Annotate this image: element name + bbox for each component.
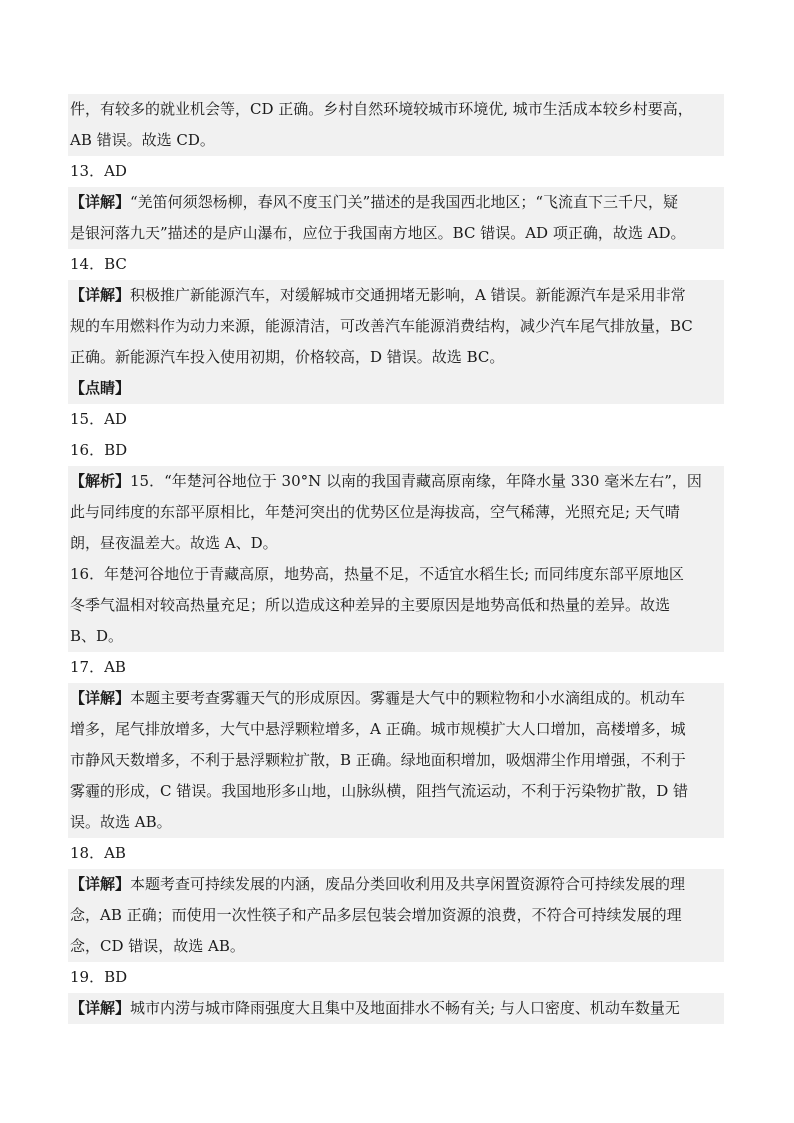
line-text: 规的车用燃料作为动力来源，能源清洁，可改善汽车能源消费结构，减少汽车尾气排放量，BC — [70, 317, 693, 335]
explanation-line — [68, 776, 724, 807]
document-page — [68, 94, 724, 1024]
answer-line — [68, 652, 724, 683]
explanation-line — [68, 745, 724, 776]
explanation-line — [68, 900, 724, 931]
explanation-line — [68, 559, 724, 590]
explanation-line — [68, 683, 724, 714]
line-text: 误。故选 AB。 — [70, 813, 172, 831]
section-tag: 【详解】 — [70, 689, 131, 707]
line-text: 本题主要考查雾霾天气的形成原因。雾霾是大气中的颗粒物和小水滴组成的。机动车 — [130, 689, 686, 707]
explanation-line — [68, 590, 724, 621]
line-text: 朗，昼夜温差大。故选 A、D。 — [70, 534, 278, 552]
explanation-line — [68, 714, 724, 745]
line-text: 积极推广新能源汽车，对缓解城市交通拥堵无影响，A 错误。新能源汽车是采用非常 — [130, 286, 686, 304]
line-text: 本题考查可持续发展的内涵，废品分类回收利用及共享闲置资源符合可持续发展的理 — [130, 875, 686, 893]
line-text: B、D。 — [70, 627, 124, 645]
line-text: 13．AD — [70, 162, 127, 180]
explanation-line — [68, 94, 724, 125]
line-text: 18．AB — [70, 844, 126, 862]
section-tag: 【点睛】 — [70, 379, 131, 397]
explanation-line — [68, 342, 724, 373]
explanation-line — [68, 993, 724, 1024]
answer-line — [68, 404, 724, 435]
section-tag: 【解析】 — [70, 472, 131, 490]
line-text: 增多，尾气排放增多，大气中悬浮颗粒增多，A 正确。城市规模扩大人口增加，高楼增多，城 — [70, 720, 686, 738]
line-text: 念，AB 正确；而使用一次性筷子和产品多层包装会增加资源的浪费，不符合可持续发展的理 — [70, 906, 682, 924]
line-text: 冬季气温相对较高热量充足；所以造成这种差异的主要原因是地势高低和热量的差异。故选 — [70, 596, 671, 614]
line-text: 件，有较多的就业机会等，CD 正确。乡村自然环境较城市环境优, 城市生活成本较乡村要高， — [70, 100, 693, 118]
line-text: 17．AB — [70, 658, 126, 676]
line-text: 正确。新能源汽车投入使用初期，价格较高，D 错误。故选 BC。 — [70, 348, 505, 366]
section-tag: 【详解】 — [70, 999, 131, 1017]
line-text: 念，CD 错误，故选 AB。 — [70, 937, 245, 955]
line-text: 19．BD — [70, 968, 128, 986]
explanation-line — [68, 311, 724, 342]
explanation-line — [68, 466, 724, 497]
line-text: 是银河落九天”描述的是庐山瀑布，应位于我国南方地区。BC 错误。AD 项正确，故选 AD。 — [70, 224, 686, 242]
answer-line — [68, 249, 724, 280]
line-text: AB 错误。故选 CD。 — [70, 131, 215, 149]
explanation-line — [68, 497, 724, 528]
answer-line — [68, 435, 724, 466]
explanation-line — [68, 125, 724, 156]
line-text: 15．AD — [70, 410, 127, 428]
line-text: 15．“年楚河谷地位于 30°N 以南的我国青藏高原南缘，年降水量 330 毫米左右”，因 — [130, 472, 702, 490]
line-text: “羌笛何须怨杨柳，春风不度玉门关”描述的是我国西北地区；“飞流直下三千尺，疑 — [130, 193, 679, 211]
explanation-line — [68, 528, 724, 559]
line-text: 雾霾的形成，C 错误。我国地形多山地，山脉纵横，阻挡气流运动，不利于污染物扩散，D 错 — [70, 782, 689, 800]
section-tag: 【详解】 — [70, 193, 131, 211]
explanation-line — [68, 280, 724, 311]
answer-line — [68, 838, 724, 869]
line-text: 城市内涝与城市降雨强度大且集中及地面排水不畅有关; 与人口密度、机动车数量无 — [130, 999, 680, 1017]
line-text: 16．BD — [70, 441, 128, 459]
section-tag: 【详解】 — [70, 286, 131, 304]
explanation-line — [68, 869, 724, 900]
line-text: 市静风天数增多，不利于悬浮颗粒扩散，B 正确。绿地面积增加，吸烟滞尘作用增强，不利于 — [70, 751, 686, 769]
answer-line — [68, 962, 724, 993]
explanation-line — [68, 218, 724, 249]
answer-line — [68, 156, 724, 187]
explanation-line — [68, 931, 724, 962]
line-text: 16．年楚河谷地位于青藏高原，地势高，热量不足，不适宜水稻生长; 而同纬度东部平原地区 — [70, 565, 684, 583]
section-tag: 【详解】 — [70, 875, 131, 893]
explanation-line — [68, 373, 724, 404]
line-text: 14．BC — [70, 255, 127, 273]
explanation-line — [68, 807, 724, 838]
explanation-line — [68, 187, 724, 218]
explanation-line — [68, 621, 724, 652]
line-text: 此与同纬度的东部平原相比，年楚河突出的优势区位是海拔高，空气稀薄，光照充足; 天气晴 — [70, 503, 680, 521]
